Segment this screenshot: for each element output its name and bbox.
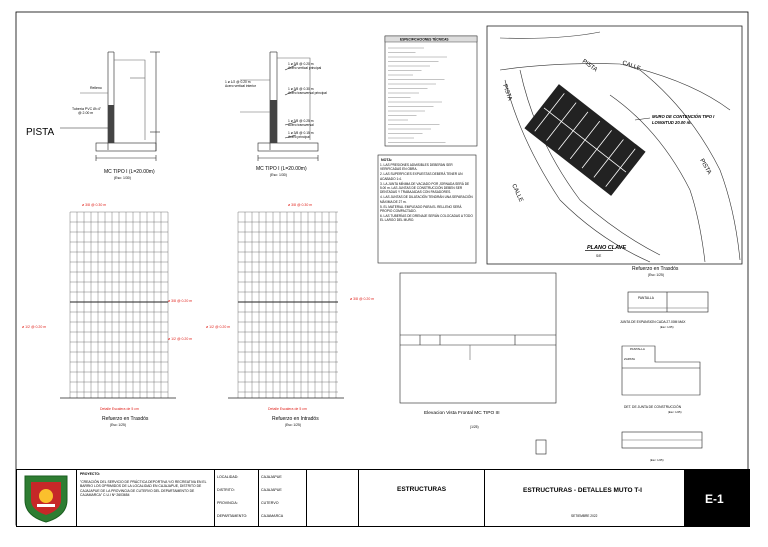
elevation-grid-right [238,212,338,398]
pvc-label: Tubería PVC Ø=4" [72,107,102,111]
plan-scale: S/E [596,254,602,258]
rebar-note: 1 ø 3/8 @ 0.30 m [288,87,314,91]
project-cell [77,470,215,526]
elev-left-red-mid: ø 3/8 @ 0.20 m [168,299,193,303]
plan-pista-2: PISTA [501,83,513,102]
field-label-provincia: PROVINCIA: [217,501,238,505]
detail-scale: (Esc: 1/25) [648,273,664,277]
field-value-provincia: CUTERVO [261,501,279,505]
rebar-note: 1 ø 3/8 @ 0.15 m [288,131,314,135]
rebar-note: Acero transversal principal [288,91,327,95]
expansion-joint-detail [628,292,708,312]
elevation-grid-left [70,212,168,398]
municipal-logo [17,470,75,524]
note-item: 4. LAS JUNTAS DE DILATACIÓN TENDRÁN UNA SEPARACIÓN MÁXIMA DE 27 m. [380,195,473,204]
rebar-note: 1 ø 3/8 @ 0.25 m [288,119,314,123]
title-block [16,469,750,527]
field-labels-cell [215,470,259,526]
elev-right-title: Refuerzo en Intradós [272,416,319,422]
detail-pantalla-1: PANTALLA [638,296,654,300]
elev-right-red-side: ø 1/2 @ 0.20 m [206,325,231,329]
blank-cell-1 [307,470,359,526]
last-detail [622,432,702,448]
field-values-cell [259,470,307,526]
plan-pista-3: PISTA [698,158,712,176]
section-right-title: MC TIPO I (L=20.00m) [256,166,307,172]
field-label-departamento: DEPARTAMENTO: [217,514,248,518]
rebar-note: Acero vertical interior [225,84,256,88]
note-item: 5. EL MATERIAL EMPLEADO PARA EL RELLENO SERÁ PROPIO COMPACTADO. [380,204,462,214]
specialty-cell [359,470,485,526]
field-value-departamento: CAJAMARCA [261,514,284,518]
rebar-note: Acero transversal [288,123,314,127]
field-label-distrito: DISTRITO: [217,488,235,492]
notes-title: NOTA: [381,158,393,162]
detail-junta-const-scale: (Esc: 1/25) [668,410,682,414]
project-label: PROYECTO: [80,472,101,476]
elev-left-red-top: ø 3/8 @ 0.30 m [82,203,107,207]
detail-junta-exp-scale: (Esc: 1/25) [660,325,674,329]
plan-calle-1: CALLE [621,60,642,73]
elev-left-red-mid2: ø 1/2 @ 0.20 m [168,337,193,341]
sheet-number: E-1 [705,492,724,506]
rebar-note: Acero vertical principal [288,66,322,70]
detail-title: Refuerzo en Trasdós [632,266,679,272]
pista-label: PISTA [26,127,55,138]
elev-right-scale: (Esc: 1/25) [285,423,301,427]
project-text: "CREACIÓN DEL SERVICIO DE PRÁCTICA DEPORTIVA Y/O RECREATIVA EN EL BARRIO LOS OPRIMIDOS DE LA LOCALIDAD EN CAJAJAPUE, DISTRITO DE CAJAJAPUE DE LA PROVINCIA DE CUTERVO DEL DEPARTAMENTO DE CAJAMARCA" C.U.I Nº 2603654 [80,480,207,497]
elev-right-red-bottom: Detalle Escalera de 5 cm [268,407,307,411]
elev-left-red-side: ø 1/2 @ 0.20 m [22,325,47,329]
logo-cell [17,470,77,526]
plan-calle-2: CALLE [510,183,524,204]
key-plan [487,26,742,264]
sheet-title-cell [485,470,685,526]
relleno-label: Relleno [90,86,102,90]
elev-left-red-bottom: Detalle Escalera de 5 cm [100,407,139,411]
front-scale: (1/25) [470,425,479,429]
detail-pantalla-2: PANTALLA [630,347,645,351]
elev-left-scale: (Esc: 1/25) [110,423,126,427]
note-item: 3. LA JUNTA MÍNIMA DE VACIADO POR JORNADA SERÁ DE 5.00 m. LAS JUNTAS DE CONSTRUCCIÓN DEBEN SER DENTADAS Y TRABAJADAS CON PASADORES. [380,181,470,195]
elev-right-red-top: ø 3/8 @ 0.30 m [288,203,313,207]
elev-right-red-mid: ø 3/8 @ 0.20 m [350,297,375,301]
rebar-note: 1 ø 3/8 @ 0.20 m [288,62,314,66]
wall-hatch-right [270,100,277,143]
plan-pista-1: PISTA [580,58,599,74]
wall-hatch-left [108,105,114,143]
plan-title: PLANO CLAVE [587,245,627,251]
specs-title: ESPECIFICACIONES TÉCNICAS [400,37,449,42]
notes-body [380,163,474,261]
note-item: 6. LAS TUBERÍAS DE DRENAJE SERÁN COLOCADAS A TODO EL LARGO DEL MURO. [380,214,473,223]
rebar-note: Acero principal [288,135,310,139]
section-right-scale: (Esc: 1/30) [270,173,287,177]
specialty-label: ESTRUCTURAS [397,486,447,493]
plan-longitud-label: LONGITUD 20.00 m. [652,120,692,125]
detail-last-scale: (Esc: 1/25) [650,458,664,462]
sheet-date: SETIEMBRE 2022 [571,514,598,518]
field-label-localidad: LOCALIDAD: [217,475,239,479]
note-item: 2. LAS SUPERFICIES EXPUESTAS DEBERÁ TENER UN ACABADO 1:4. [380,172,463,181]
detail-junta-exp: JUNTA DE EXPANSION CADA 27.00M MAX [620,320,686,324]
note-item: 1. LAS PRESIONES ADMISIBLES DEBERÁN SER VERIFICADAS EN OBRA. [380,163,453,172]
construction-joint-detail [622,346,700,395]
sheet-number-cell [685,470,749,526]
plan-muro-label: MURO DE CONTENCIÓN TIPO I [652,114,715,119]
field-value-localidad: CAJAJAPUE [261,475,282,479]
rebar-note: 1 ø 1/2 @ 0.20 m [225,80,251,84]
sheet-title: ESTRUCTURAS - DETALLES MUTO T-I [523,487,642,494]
section-left-title: MC TIPO I (L=20.00m) [104,169,155,175]
detail-junta-const: DET. DE JUNTA DE CONSTRUCCIÓN [624,405,682,409]
specs-table [385,36,477,146]
elev-left-title: Refuerzo en Trasdós [102,416,149,422]
field-value-distrito: CAJAJAPUE [261,488,282,492]
section-left-scale: (Esc: 1/30) [114,176,131,180]
detail-zapata: ZAPATA [624,357,636,361]
front-title: Elevacion Vista Frontal MC TIPO III [424,411,500,416]
pvc-spacing-label: @ 2.00 m [78,111,94,115]
